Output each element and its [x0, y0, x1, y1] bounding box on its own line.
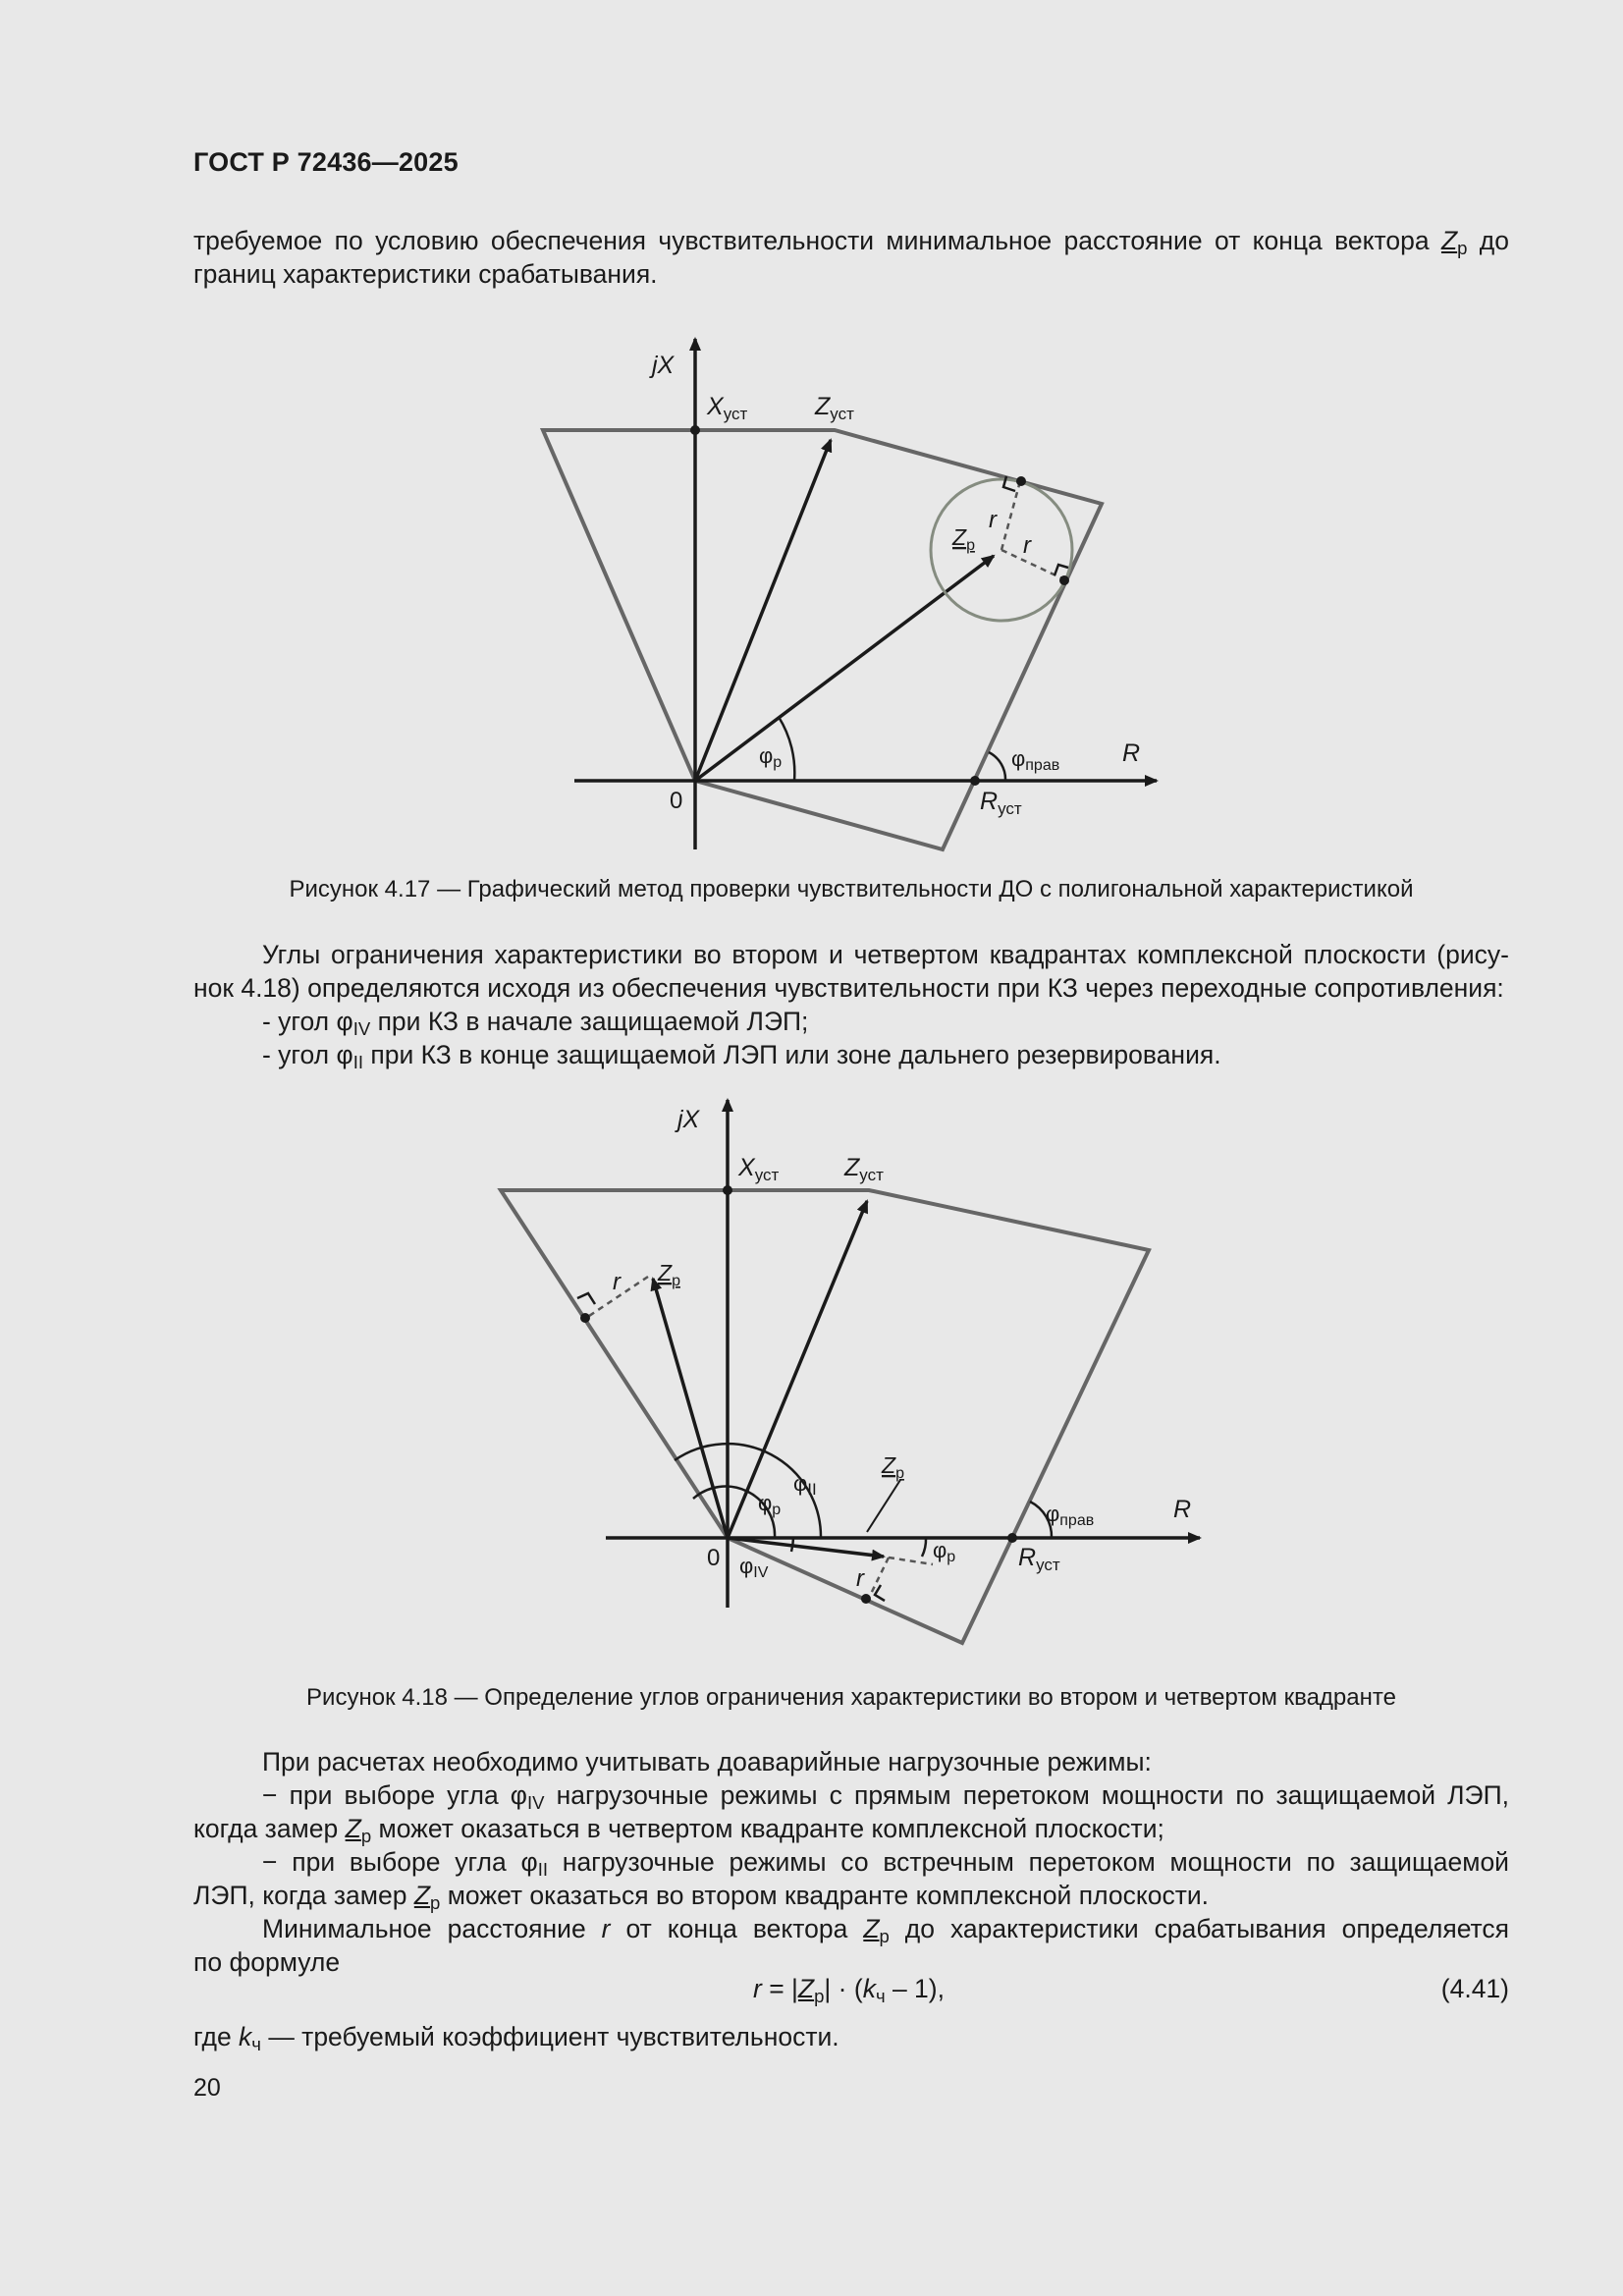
svg-text:φIV: φIV: [739, 1554, 769, 1581]
load-line-2: − при выборе угла $\varphi_{IV}$ нагрузочные режимы с прямым перетоком мощности по защищаемой ЛЭП,: [262, 1780, 1509, 1813]
page-number: 20: [193, 2074, 221, 2102]
svg-text:Zр: $Z_р$: [658, 1260, 680, 1289]
intro-paragraph: [193, 224, 1509, 291]
svg-text:φр: φр: [933, 1538, 956, 1565]
fig2-characteristic-polygon: [501, 1190, 1149, 1643]
svg-text:Zр: $Z_р$: [882, 1452, 904, 1482]
svg-text:Zуст: $Z_{уст}$: [815, 393, 854, 423]
svg-text:Zр: $Z_р$: [952, 524, 975, 554]
svg-text:jX: jX: [677, 1106, 700, 1133]
svg-text:Xуст: $X_{уст}$: [738, 1154, 780, 1184]
load-line-5: ЛЭП, когда замер $Z_р$ может оказаться во втором квадранте комплексной плоскости.: [193, 1881, 1209, 1913]
svg-text:r: r: [989, 507, 997, 533]
svg-text:Rуст: $R_{уст}$: [1018, 1544, 1060, 1574]
svg-text:φII: φII: [793, 1471, 817, 1499]
load-line-4: − при выборе угла $\varphi_{II}$ нагрузочные режимы со встречным перетоком мощности по защищаемой: [262, 1847, 1509, 1880]
figure-4-17-caption: Рисунок 4.17 — Графический метод проверки чувствительности ДО с полигональной характеристикой: [289, 876, 1414, 902]
svg-text:Rуст: $R_{уст}$: [980, 788, 1022, 818]
angles-line-2: нок 4.18) определяются исходя из обеспечения чувствительности при КЗ через переходные сопротивления:: [193, 973, 1504, 1003]
document-id-header: ГОСТ Р 72436—2025: [193, 147, 459, 177]
load-line-1: При расчетах необходимо учитывать доаварийные нагрузочные режимы:: [262, 1747, 1152, 1777]
where-line: где $k_ч$ — требуемый коэффициент чувствительности.: [193, 2022, 839, 2054]
svg-text:0: 0: [707, 1545, 721, 1571]
svg-text:φр: φр: [759, 743, 783, 771]
svg-text:Zуст: $Z_{уст}$: [844, 1154, 884, 1184]
formula-4-41: $r = |Z_р| \cdot (k_ч - 1)$,: [753, 1974, 945, 2006]
angles-line-4: - угол $\varphi_{II}$ при КЗ в конце защищаемой ЛЭП или зоне дальнего резервирования.: [262, 1040, 1221, 1072]
svg-text:jX: jX: [652, 352, 675, 379]
figure-4-18-caption: Рисунок 4.18 — Определение углов ограничения характеристики во втором и четвертом квадранте: [306, 1684, 1396, 1711]
svg-text:φр: φр: [758, 1491, 782, 1518]
formula-row: [193, 1974, 1509, 2009]
svg-text:Xуст: $X_{уст}$: [707, 393, 748, 423]
load-line-3: когда замер $Z_р$ может оказаться в четвертом квадранте комплексной плоскости;: [193, 1814, 1164, 1846]
figure-4-17-diagram: [530, 324, 1178, 874]
svg-text:R: R: [1173, 1496, 1192, 1523]
figure-4-18-diagram: [491, 1090, 1217, 1660]
load-line-6: Минимальное расстояние r от конца вектора $Z_р$ до характеристики срабатывания определяется: [262, 1914, 1509, 1946]
svg-text:r: r: [856, 1565, 864, 1592]
svg-text:r: r: [1023, 532, 1031, 559]
svg-text:r: r: [613, 1269, 621, 1295]
intro-line-2: границ характеристики срабатывания.: [193, 259, 658, 289]
intro-line-1: требуемое по условию обеспечения чувствительности минимальное расстояние от конца вектора $Z_p$ до: [193, 226, 1509, 258]
svg-text:0: 0: [670, 788, 683, 814]
formula-number: (4.41): [1440, 1974, 1509, 2003]
load-modes-paragraph: [193, 1745, 1509, 1979]
load-line-7: по формуле: [193, 1947, 341, 1977]
angles-paragraph: [193, 938, 1509, 1071]
angles-line-1: Углы ограничения характеристики во втором и четвертом квадрантах комплексной плоскости (рису-: [262, 940, 1509, 969]
svg-text:φправ: φправ: [1011, 746, 1060, 774]
fig2-zp-vector-q2: [653, 1279, 728, 1538]
svg-text:φправ: φправ: [1046, 1502, 1095, 1529]
svg-text:R: R: [1122, 739, 1141, 767]
angles-line-3: - угол $\varphi_{IV}$ при КЗ в начале защищаемой ЛЭП;: [262, 1007, 809, 1039]
